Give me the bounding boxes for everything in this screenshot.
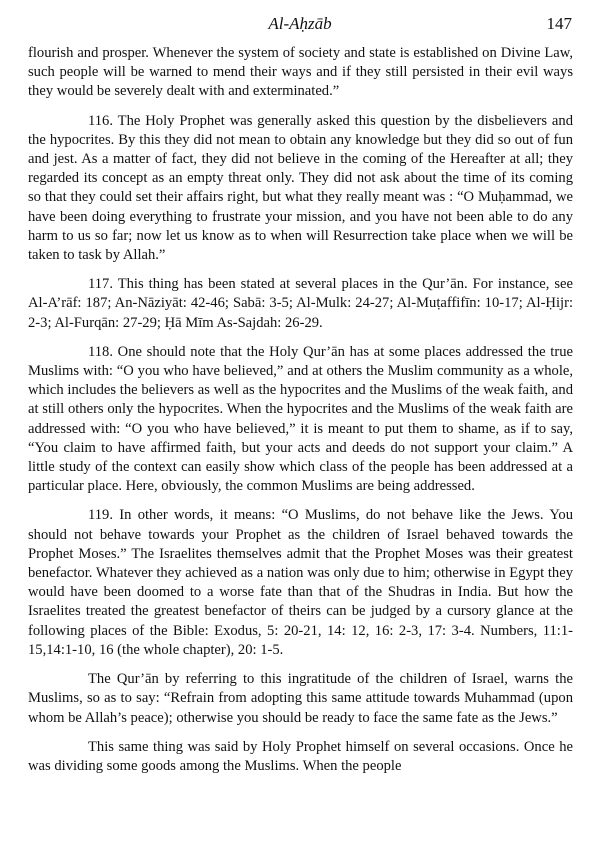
page-number: 147 (546, 14, 572, 33)
note-119-paragraph-2: The Qur’ān by referring to this ingratitude of the children of Israel, warns the Muslims, so as to say: “Refrain from adopting this same attitude towards Muhammad (upon whom be Allah’s peace); otherwise you should be ready to face the same fate as the Jews.” (28, 671, 573, 726)
body-text (28, 44, 573, 786)
running-title: Al-Aḥzāb (268, 14, 332, 33)
note-118: 118. One should note that the Holy Qur’ān has at some places addressed the true Muslims with: “O you who have believed,” and at others the Muslim community as a whole, which includes the believers as well as the hypocrites and the Muslims of the weak faith, and at still others only the hypocrites. When the hypocrites and the Muslims of the weak faith are addressed with: “O you who have believed,” it is meant to put them to shame, as if to say, “You claim to have affirmed faith, but your acts and deeds do not support your claim.” A little study of the context can easily show which class of the people has been addressed at a particular place. Here, obviously, the common Muslims are being addressed. (28, 343, 573, 495)
running-head (0, 14, 600, 38)
note-119: 119. In other words, it means: “O Muslims, do not behave like the Jews. You should not behave towards your Prophet as the children of Israel behaved towards the Prophet Moses.” The Israelites themselves admit that the Prophet Moses was their greatest benefactor. Whatever they achieved as a nation was only due to him; otherwise in Egypt they would have been doomed to a worse fate than that of the Shudras in India. But how the Israelites treated the greatest benefactor of theirs can be judged by a cursory glance at the following places of the Bible: Exodus, 5: 20-21, 14: 12, 16: 2-3, 17: 3-4. Numbers, 11:1-15,14:1-10, 16 (the whole chapter), 20: 1-5. (28, 507, 573, 658)
paragraph-continuation: flourish and prosper. Whenever the system of society and state is established on Divine Law, such people will be warned to mend their ways and if they still persisted in their evil ways they would be severely dealt with and exterminated.” (28, 45, 573, 100)
note-119-paragraph-3: This same thing was said by Holy Prophet himself on several occasions. Once he was dividing some goods among the Muslims. When the people (28, 738, 573, 774)
note-117: 117. This thing has been stated at several places in the Qur’ān. For instance, see Al-A’rāf: 187; An-Nāziyāt: 42-46; Sabā: 3-5; Al-Mulk: 24-27; Al-Muṭaffifīn: 10-17; Al-Ḥijr: 2-3; Al-Furqān: 27-29; Ḥā Mīm As-Sajdah: 26-29. (28, 276, 573, 331)
note-116: 116. The Holy Prophet was generally asked this question by the disbelievers and the hypocrites. By this they did not mean to obtain any knowledge but they did so out of fun and jest. As a matter of fact, they did not believe in the coming of the Hereafter at all; they regarded its concept as an empty threat only. They did not ask about the time of its coming so that they could set their affairs right, but what they really meant was : “O Muḥammad, we have been doing everything to frustrate your mission, and you have not been able to do any harm to us so far; now let us know as to when will Resurrection take place when we will be taken to task by Allah.” (28, 112, 573, 264)
